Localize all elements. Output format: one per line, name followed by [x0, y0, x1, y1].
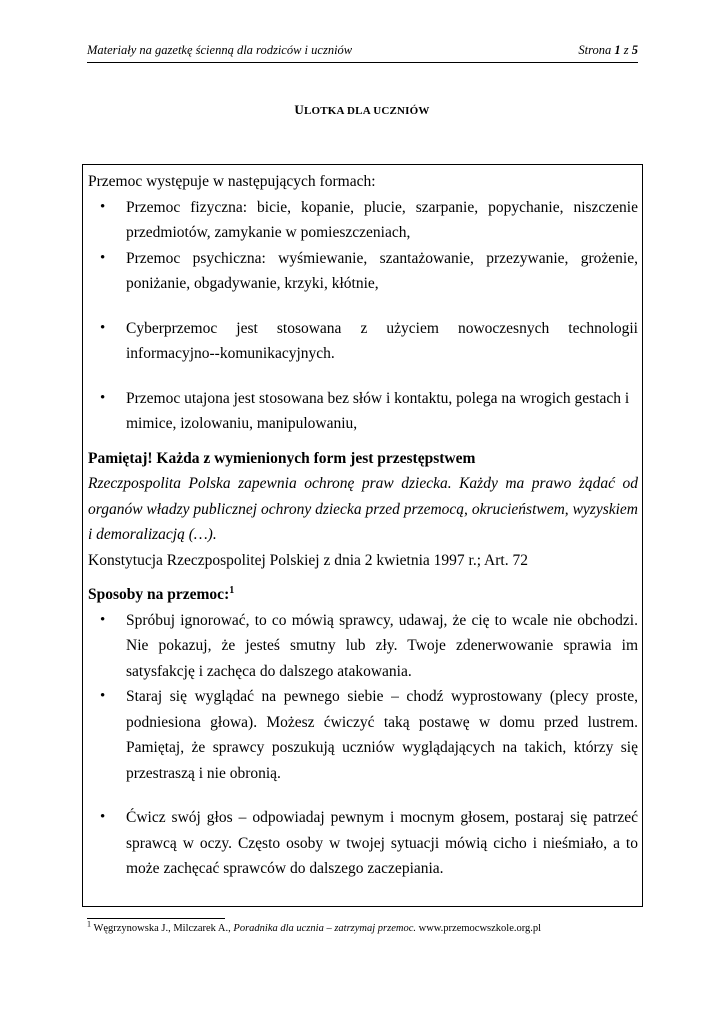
ways-list: [88, 608, 638, 787]
form-physical: Przemoc fizyczna: bicie, kopanie, plucie, szarpanie, popychanie, niszczenie przedmiotów, zamykanie w pomieszczeniach,: [126, 198, 638, 241]
bullet-icon: •: [100, 688, 106, 704]
document-title: [0, 102, 724, 118]
forms-list: [88, 195, 638, 297]
list-item: [88, 608, 638, 685]
list-item: [88, 805, 638, 882]
bullet-icon: •: [100, 809, 106, 825]
footnote-authors: Węgrzynowska J., Milczarek A.,: [93, 923, 231, 934]
way-ignore: Spróbuj ignorować, to co mówią sprawcy, udawaj, że cię to wcale nie obchodzi. Nie pokazuj, że jesteś smutny lub zły. Twoje zdenerwowanie sprawia im satysfakcję i zachęca do dalszego atakowania.: [126, 611, 638, 680]
header-title: Materiały na gazetkę ścienną dla rodziców i uczniów: [87, 43, 353, 57]
title-first-letter: U: [294, 102, 304, 117]
list-item: [88, 386, 638, 437]
page-sep: z: [623, 43, 629, 57]
list-item: [88, 195, 638, 246]
content-box: [82, 164, 643, 907]
page-header: [87, 40, 638, 63]
page-current: 1: [614, 43, 621, 57]
form-psychological: Przemoc psychiczna: wyśmiewanie, szantażowanie, przezywanie, grożenie, poniżanie, obgadywanie, krzyki, kłótnie,: [126, 249, 638, 292]
bullet-icon: •: [100, 319, 106, 336]
footnote-ref: 1: [229, 584, 235, 596]
footnote: [87, 919, 542, 934]
bullet-icon: •: [100, 389, 106, 406]
list-item: [88, 316, 638, 367]
title-rest: LOTKA DLA UCZNIÓW: [303, 105, 430, 117]
bullet-icon: •: [100, 611, 106, 628]
form-cyber: Cyberprzemoc jest stosowana z użyciem nowoczesnych technologii informacyjno--komunikacyjnych.: [126, 319, 638, 362]
list-item: [88, 246, 638, 297]
page-number: [578, 43, 638, 58]
ways-heading: Sposoby na przemoc:$^1$: [88, 584, 235, 603]
footnote-title: Poradnika dla ucznia – zatrzymaj przemoc.: [233, 923, 416, 934]
page-prefix: Strona: [578, 43, 612, 57]
way-voice: Ćwicz swój głos – odpowiadaj pewnym i mocnym głosem, postaraj się patrzeć sprawcą w oczy. Często osoby w twojej sytuacji mówią cicho i nieśmiało, a to może zachęcać sprawców do dalszego zaczepiania.: [126, 809, 638, 877]
way-confidence: Staraj się wyglądać na pewnego siebie – chodź wyprostowany (plecy proste, podniesiona głowa). Możesz ćwiczyć taką postawę w domu przed lustrem. Pamiętaj, że sprawcy poszukują uczniów wyglądających na takich, którzy się przestraszą i nie obronią.: [126, 688, 638, 782]
bullet-icon: •: [100, 198, 106, 215]
constitution-quote: Rzeczpospolita Polska zapewnia ochronę praw dziecka. Każdy ma prawo żądać od organów władzy publicznej ochrony dziecka przed przemocą, okrucieństwem, wyzyskiem i demoralizacją (…).: [88, 475, 638, 543]
footnote-number: 1: [87, 919, 91, 929]
footnote-url: www.przemocwszkole.org.pl: [418, 923, 542, 934]
page-total: 5: [631, 43, 638, 57]
bullet-icon: •: [100, 249, 106, 266]
list-item: [88, 684, 638, 786]
footnote-divider: [87, 918, 225, 919]
remember-heading: Pamiętaj! Każda z wymienionych form jest przestępstwem: [88, 449, 476, 467]
constitution-citation: Konstytucja Rzeczpospolitej Polskiej z dnia 2 kwietnia 1997 r.; Art. 72: [88, 551, 528, 569]
intro-text: Przemoc występuje w następujących formach:: [88, 173, 376, 190]
form-hidden: Przemoc utajona jest stosowana bez słów i kontaktu, polega na wrogich gestach i mimice, izolowaniu, manipulowaniu,: [126, 389, 630, 432]
